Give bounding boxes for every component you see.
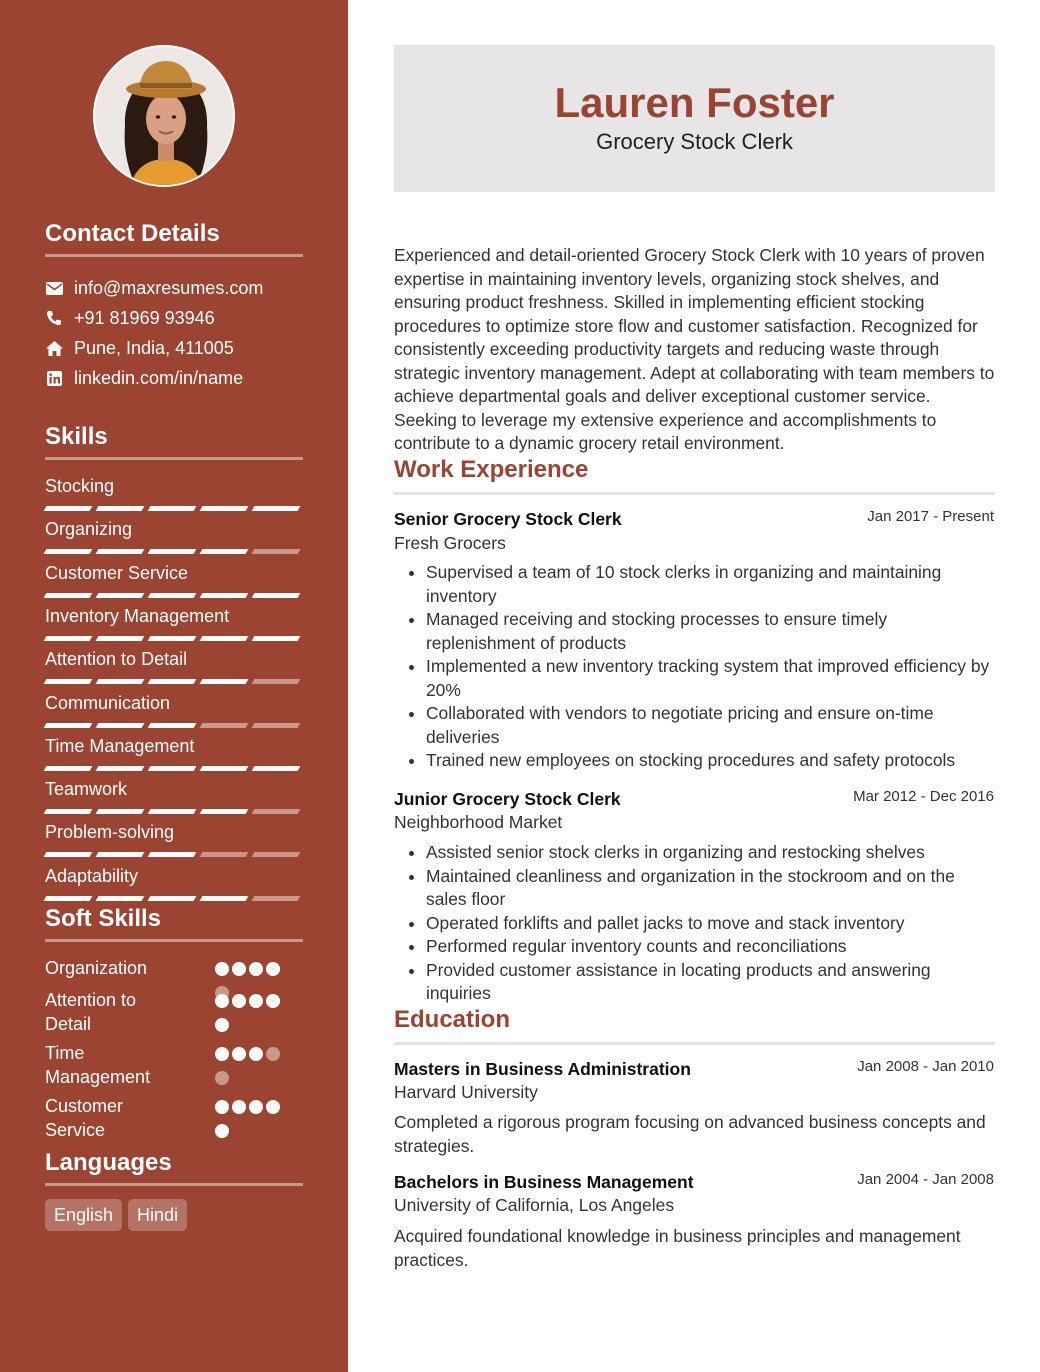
degree-description: Acquired foundational knowledge in business principles and management practices. <box>394 1226 961 1270</box>
skill-level-segment <box>96 593 145 598</box>
skill-level-segment <box>252 896 301 901</box>
list-item: Collaborated with vendors to negotiate pricing and ensure on-time deliveries <box>426 702 998 749</box>
soft-skill-item <box>45 956 303 980</box>
skill-level-segment <box>44 593 93 598</box>
list-item: Provided customer assistance in locating products and answering inquiries <box>426 959 998 1006</box>
skill-item <box>45 821 303 857</box>
skill-level-segment <box>148 679 197 684</box>
rating-dot <box>232 994 246 1008</box>
skill-level-bar <box>45 506 303 511</box>
degree-title: Masters in Business Administration <box>394 1059 691 1079</box>
language-tag: Hindi <box>128 1199 187 1231</box>
skill-level-bar <box>45 809 303 814</box>
skill-name: Teamwork <box>45 779 128 800</box>
person-name: Lauren Foster <box>554 79 835 126</box>
soft-skill-rating <box>215 1041 295 1085</box>
rating-dot <box>232 1100 246 1114</box>
sidebar <box>0 0 348 1372</box>
rating-dot <box>215 994 229 1008</box>
rating-dot <box>215 1047 229 1061</box>
languages-section-title: Languages <box>45 1149 303 1186</box>
contact-linkedin-text: linkedin.com/in/name <box>74 367 244 388</box>
list-item: Assisted senior stock clerks in organizing and restocking shelves <box>426 841 998 865</box>
skill-level-segment <box>200 766 249 771</box>
skill-level-segment <box>148 506 197 511</box>
skill-level-segment <box>148 766 197 771</box>
skill-level-segment <box>148 549 197 554</box>
degree-school: University of California, Los Angeles <box>394 1195 675 1215</box>
soft-skill-name: Organization <box>45 958 148 978</box>
skill-level-segment <box>96 679 145 684</box>
job-company: Fresh Grocers <box>394 533 506 553</box>
skill-level-segment <box>44 852 93 857</box>
skill-level-segment <box>44 766 93 771</box>
list-item: Supervised a team of 10 stock clerks in organizing and maintaining inventory <box>426 561 998 608</box>
skill-name: Organizing <box>45 519 133 540</box>
rating-dot <box>249 994 263 1008</box>
skill-level-segment <box>148 636 197 641</box>
skill-level-segment <box>200 896 249 901</box>
rating-dot <box>215 1018 229 1032</box>
work-section-title: Work Experience <box>394 456 995 495</box>
skill-level-segment <box>96 506 145 511</box>
skill-level-segment <box>44 506 93 511</box>
skill-item <box>45 692 303 728</box>
skill-name: Adaptability <box>45 865 139 886</box>
job-company: Neighborhood Market <box>394 812 563 832</box>
rating-dot <box>249 1100 263 1114</box>
degree-description: Completed a rigorous program focusing on advanced business concepts and strategies. <box>394 1112 986 1156</box>
skill-level-segment <box>96 766 145 771</box>
skill-level-bar <box>45 723 303 728</box>
soft-skill-item <box>45 988 303 1036</box>
skill-level-segment <box>252 723 301 728</box>
contact-email-text: info@maxresumes.com <box>74 277 264 298</box>
skill-level-segment <box>200 679 249 684</box>
skill-level-segment <box>44 636 93 641</box>
skill-level-segment <box>252 766 301 771</box>
skill-level-bar <box>45 549 303 554</box>
list-item: Trained new employees on stocking procedures and safety protocols <box>426 749 998 773</box>
skill-level-segment <box>148 852 197 857</box>
skill-item <box>45 778 303 814</box>
skill-level-segment <box>148 896 197 901</box>
soft-skill-name: Customer Service <box>45 1096 124 1140</box>
contact-section-title: Contact Details <box>45 220 303 257</box>
soft-skill-rating <box>215 1094 295 1138</box>
rating-dot <box>232 1047 246 1061</box>
skill-item <box>45 865 303 901</box>
phone-icon <box>45 309 63 327</box>
skill-level-segment <box>44 723 93 728</box>
skill-level-segment <box>44 896 93 901</box>
skill-level-segment <box>252 809 301 814</box>
skill-name: Customer Service <box>45 562 189 583</box>
soft-skill-item <box>45 1094 303 1142</box>
soft-skill-name: Attention to Detail <box>45 990 137 1034</box>
rating-dot <box>232 962 246 976</box>
job-dates: Mar 2012 - Dec 2016 <box>853 788 994 805</box>
skill-item <box>45 475 303 511</box>
skill-item <box>45 648 303 684</box>
summary-text: Experienced and detail-oriented Grocery Stock Clerk with 10 years of proven expertise in maintaining inventory levels, organizing stock shelves, and ensuring product freshness. Skilled in implementing efficient stocking procedures to optimize store flow and customer satisfaction. Recognized for consistently exceeding productivity targets and reducing waste through strategic inventory management. Adept at collaborating with team members to achieve departmental goals and deliver exceptional customer service. Seeking to leverage my extensive experience and accomplishments to contribute to a dynamic grocery retail environment. <box>394 245 995 453</box>
degree-title: Bachelors in Business Management <box>394 1172 694 1192</box>
linkedin-icon <box>45 369 63 387</box>
skill-level-segment <box>44 679 93 684</box>
job-title: Senior Grocery Stock Clerk <box>394 509 622 529</box>
job-dates: Jan 2017 - Present <box>867 508 994 525</box>
contact-phone[interactable] <box>45 306 215 330</box>
skill-level-segment <box>252 506 301 511</box>
job-bullets <box>426 561 998 773</box>
skill-level-segment <box>96 636 145 641</box>
skill-level-segment <box>252 852 301 857</box>
person-job-title: Grocery Stock Clerk <box>596 129 793 154</box>
home-icon <box>45 339 63 357</box>
skill-name: Stocking <box>45 476 115 496</box>
skill-level-segment <box>252 593 301 598</box>
skill-name: Attention to Detail <box>45 649 188 670</box>
skill-level-segment <box>96 809 145 814</box>
skill-name: Inventory Management <box>45 605 230 626</box>
skill-level-segment <box>96 896 145 901</box>
skill-level-segment <box>200 549 249 554</box>
skills-section-title: Skills <box>45 423 303 460</box>
skill-item <box>45 605 303 641</box>
language-tag: English <box>45 1199 122 1231</box>
soft-skill-rating <box>215 988 295 1032</box>
skill-item <box>45 518 303 554</box>
avatar <box>93 45 235 187</box>
skill-level-segment <box>252 679 301 684</box>
skill-item <box>45 562 303 598</box>
list-item: Managed receiving and stocking processes to ensure timely replenishment of products <box>426 608 998 655</box>
degree-school: Harvard University <box>394 1082 538 1102</box>
list-item: Implemented a new inventory tracking system that improved efficiency by 20% <box>426 655 998 702</box>
envelope-icon <box>45 279 63 297</box>
rating-dot <box>215 1124 229 1138</box>
skill-level-bar <box>45 636 303 641</box>
rating-dot <box>215 1071 229 1085</box>
skill-level-segment <box>44 549 93 554</box>
skill-level-segment <box>44 809 93 814</box>
skill-level-bar <box>45 896 303 901</box>
contact-location <box>45 336 234 360</box>
rating-dot <box>249 1047 263 1061</box>
skill-level-segment <box>200 636 249 641</box>
skill-name: Problem-solving <box>45 822 175 843</box>
skill-level-segment <box>96 852 145 857</box>
languages-list <box>45 1199 187 1231</box>
skill-name: Communication <box>45 692 171 713</box>
education-section-title: Education <box>394 1006 995 1045</box>
skill-level-segment <box>252 549 301 554</box>
skill-level-segment <box>252 636 301 641</box>
skill-level-segment <box>96 723 145 728</box>
profile-photo <box>95 47 235 187</box>
soft-skills-section-title: Soft Skills <box>45 905 303 942</box>
skill-level-bar <box>45 679 303 684</box>
degree-dates: Jan 2008 - Jan 2010 <box>857 1058 994 1075</box>
name-header <box>394 45 995 192</box>
skill-level-segment <box>200 723 249 728</box>
rating-dot <box>249 962 263 976</box>
skill-item <box>45 735 303 771</box>
skill-level-segment <box>96 549 145 554</box>
skill-level-segment <box>200 852 249 857</box>
contact-location-text: Pune, India, 411005 <box>74 337 234 358</box>
list-item: Performed regular inventory counts and reconciliations <box>426 935 998 959</box>
skill-level-bar <box>45 593 303 598</box>
contact-email[interactable] <box>45 276 263 300</box>
rating-dot <box>266 962 280 976</box>
contact-linkedin[interactable] <box>45 366 243 390</box>
skill-level-segment <box>200 593 249 598</box>
skill-level-segment <box>200 809 249 814</box>
rating-dot <box>266 994 280 1008</box>
skill-level-bar <box>45 766 303 771</box>
list-item: Operated forklifts and pallet jacks to move and stack inventory <box>426 912 998 936</box>
contact-phone-text: +91 81969 93946 <box>74 307 215 328</box>
rating-dot <box>215 1100 229 1114</box>
job-bullets <box>426 841 998 1006</box>
skill-level-segment <box>148 593 197 598</box>
rating-dot <box>266 1047 280 1061</box>
soft-skill-name: Time Management <box>45 1043 151 1087</box>
rating-dot <box>215 962 229 976</box>
skill-level-segment <box>200 506 249 511</box>
list-item: Maintained cleanliness and organization in the stockroom and on the sales floor <box>426 865 998 912</box>
rating-dot <box>266 1100 280 1114</box>
skill-level-segment <box>148 723 197 728</box>
skill-level-bar <box>45 852 303 857</box>
soft-skill-item <box>45 1041 303 1089</box>
skill-level-segment <box>148 809 197 814</box>
skill-name: Time Management <box>45 735 195 756</box>
degree-dates: Jan 2004 - Jan 2008 <box>857 1171 994 1188</box>
job-title: Junior Grocery Stock Clerk <box>394 789 621 809</box>
